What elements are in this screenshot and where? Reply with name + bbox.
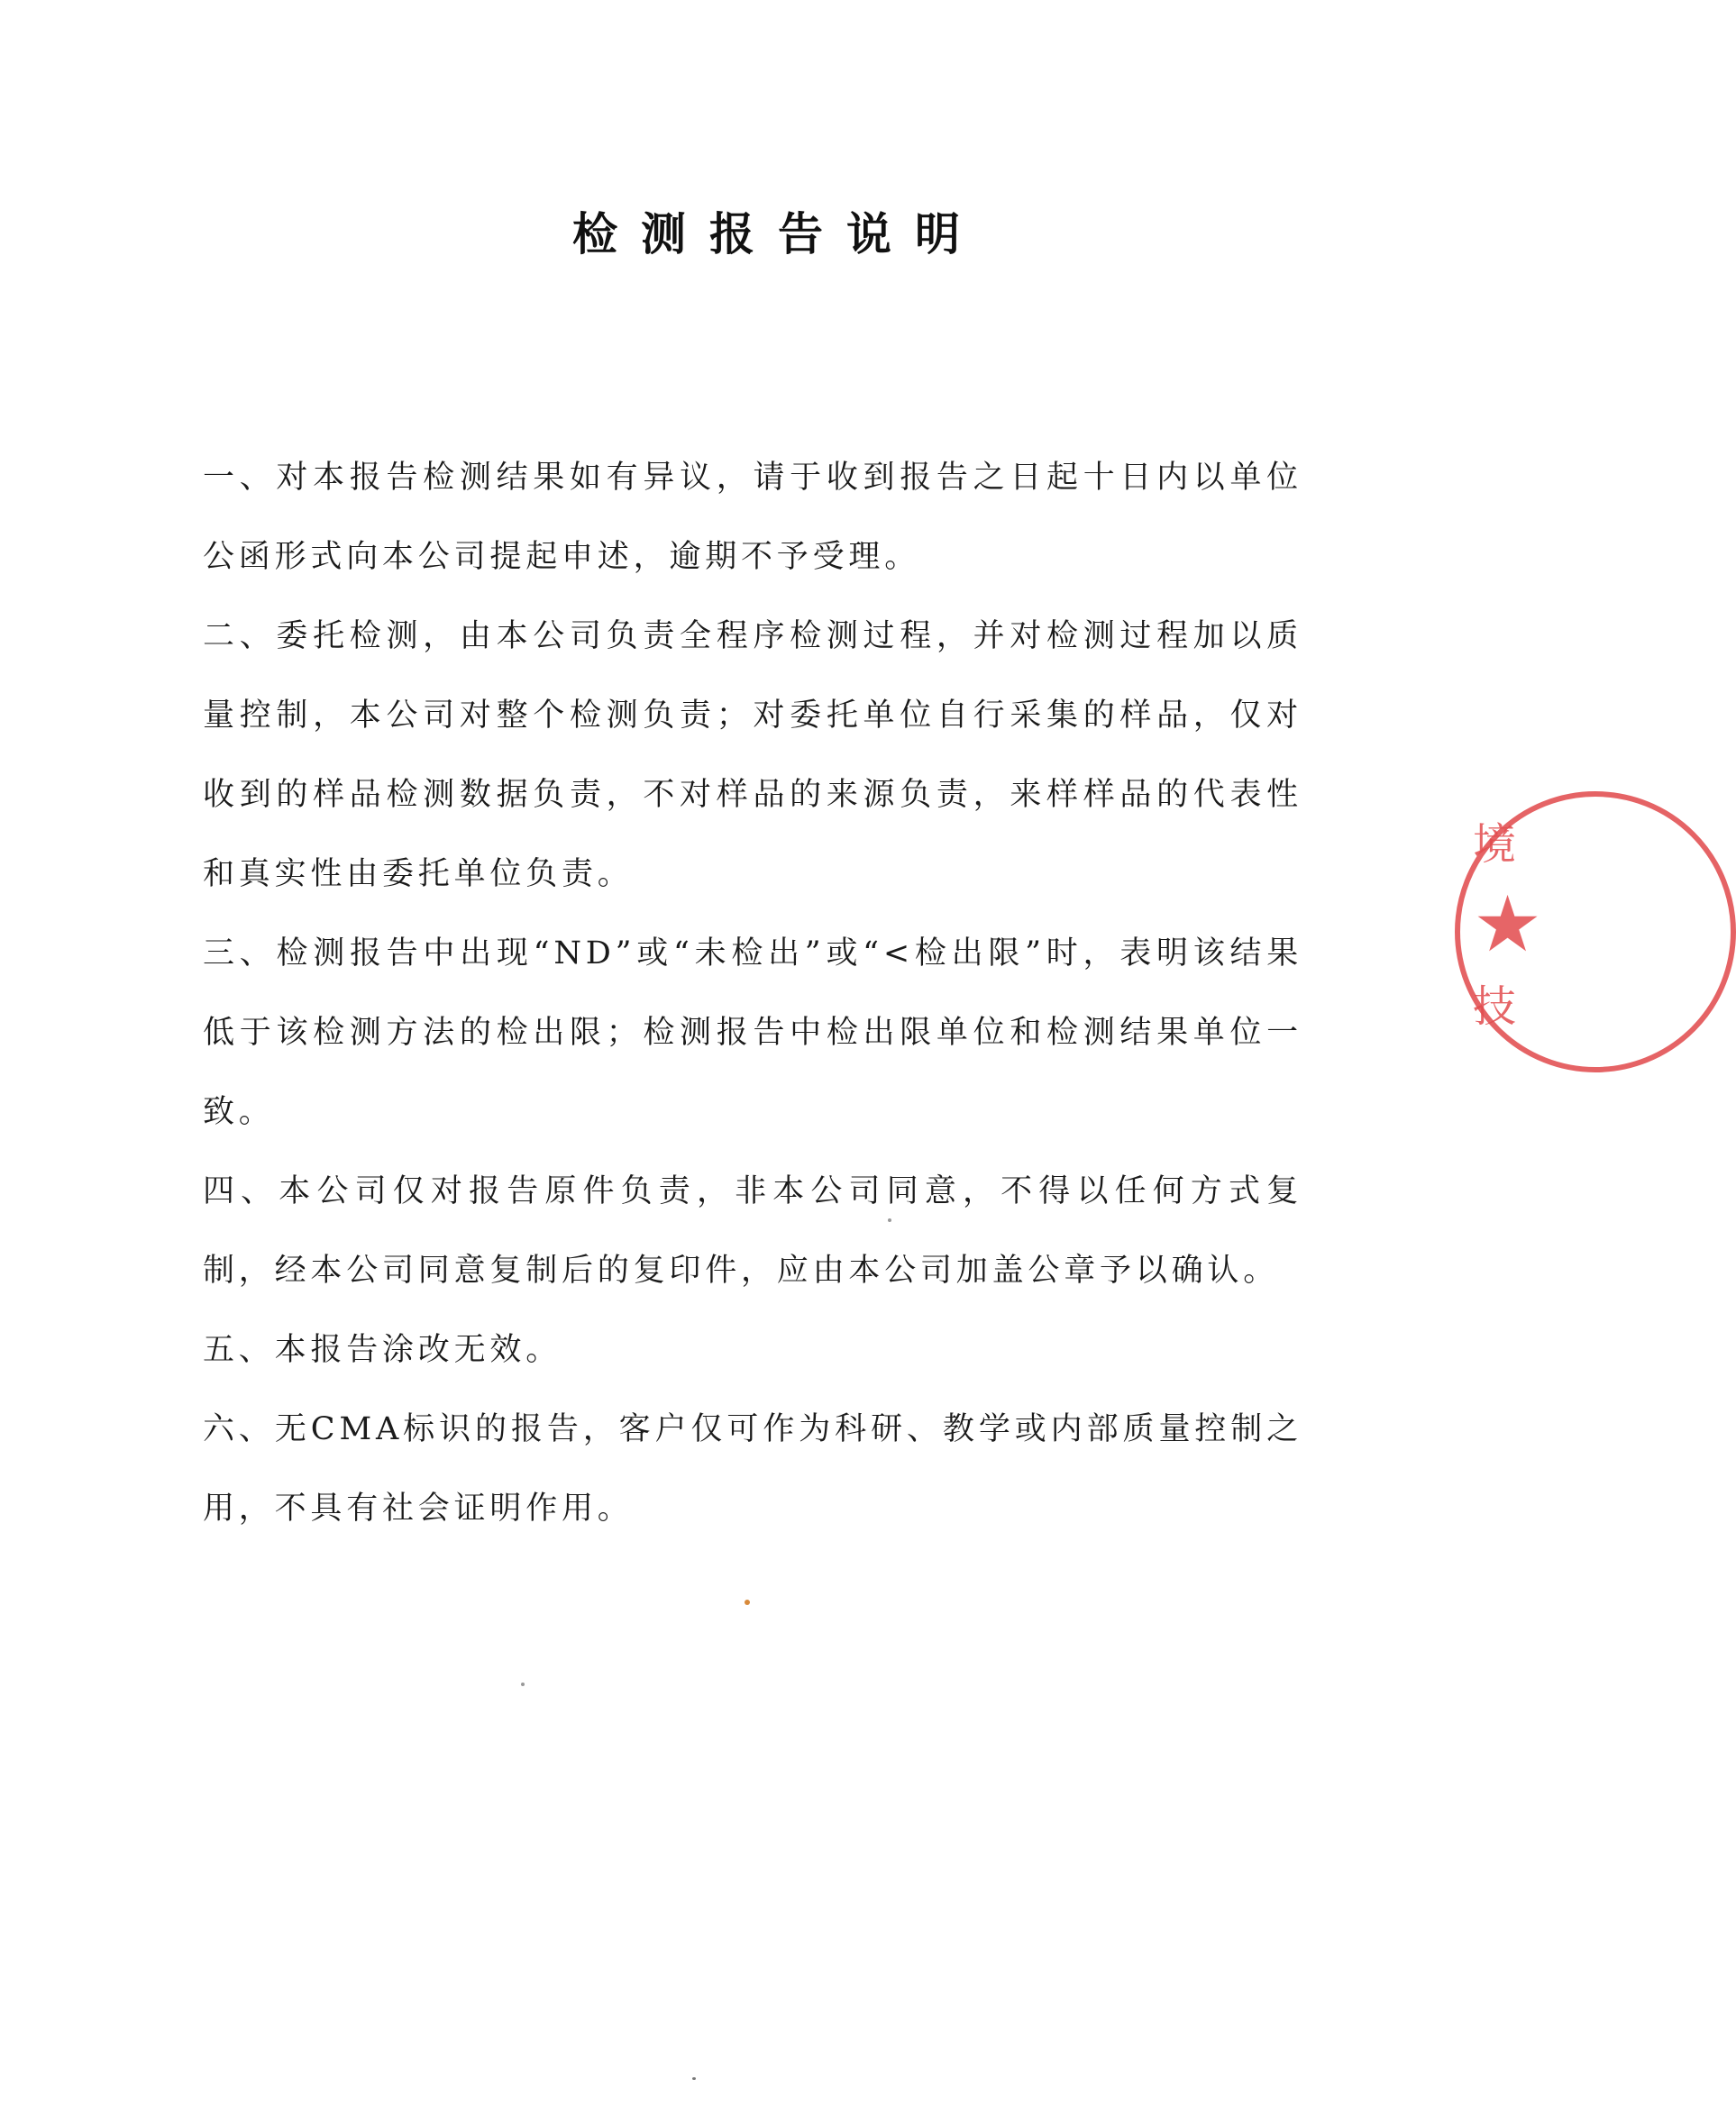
- scan-speck: [692, 2077, 696, 2080]
- paragraph-6: 六、无CMA标识的报告，客户仅可作为科研、教学或内部质量控制之用，不具有社会证明作用。: [203, 1411, 1302, 1527]
- paragraph-2: 二、委托检测，由本公司负责全程序检测过程，并对检测过程加以质量控制，本公司对整个检测负责；对委托单位自行采集的样品，仅对收到的样品检测数据负责，不对样品的来源负责，来样样品的代表性和真实性由委托单位负责。: [203, 618, 1302, 892]
- seal-char-bottom: 技: [1473, 981, 1517, 1032]
- paragraph-4: 四、本公司仅对报告原件负责，非本公司同意，不得以任何方式复制，经本公司同意复制后的复印件，应由本公司加盖公章予以确认。: [203, 1173, 1302, 1289]
- scan-speck: [888, 1218, 891, 1222]
- paragraph-3: 三、检测报告中出现“ND”或“未检出”或“<检出限”时，表明该结果低于该检测方法的检出限；检测报告中检出限单位和检测结果单位一致。: [203, 935, 1302, 1130]
- scan-speck: [521, 1683, 525, 1686]
- document-body: [203, 438, 1302, 1548]
- scan-speck: [745, 1600, 750, 1605]
- seal-star-icon: ★: [1473, 880, 1543, 970]
- seal-char-top: 境: [1473, 819, 1517, 870]
- company-seal-stamp: [1446, 791, 1543, 1072]
- document-title: 检测报告说明: [572, 207, 983, 260]
- paragraph-5: 五、本报告涂改无效。: [203, 1332, 562, 1368]
- paragraph-1: 一、对本报告检测结果如有异议，请于收到报告之日起十日内以单位公函形式向本公司提起申述，逾期不予受理。: [203, 460, 1302, 575]
